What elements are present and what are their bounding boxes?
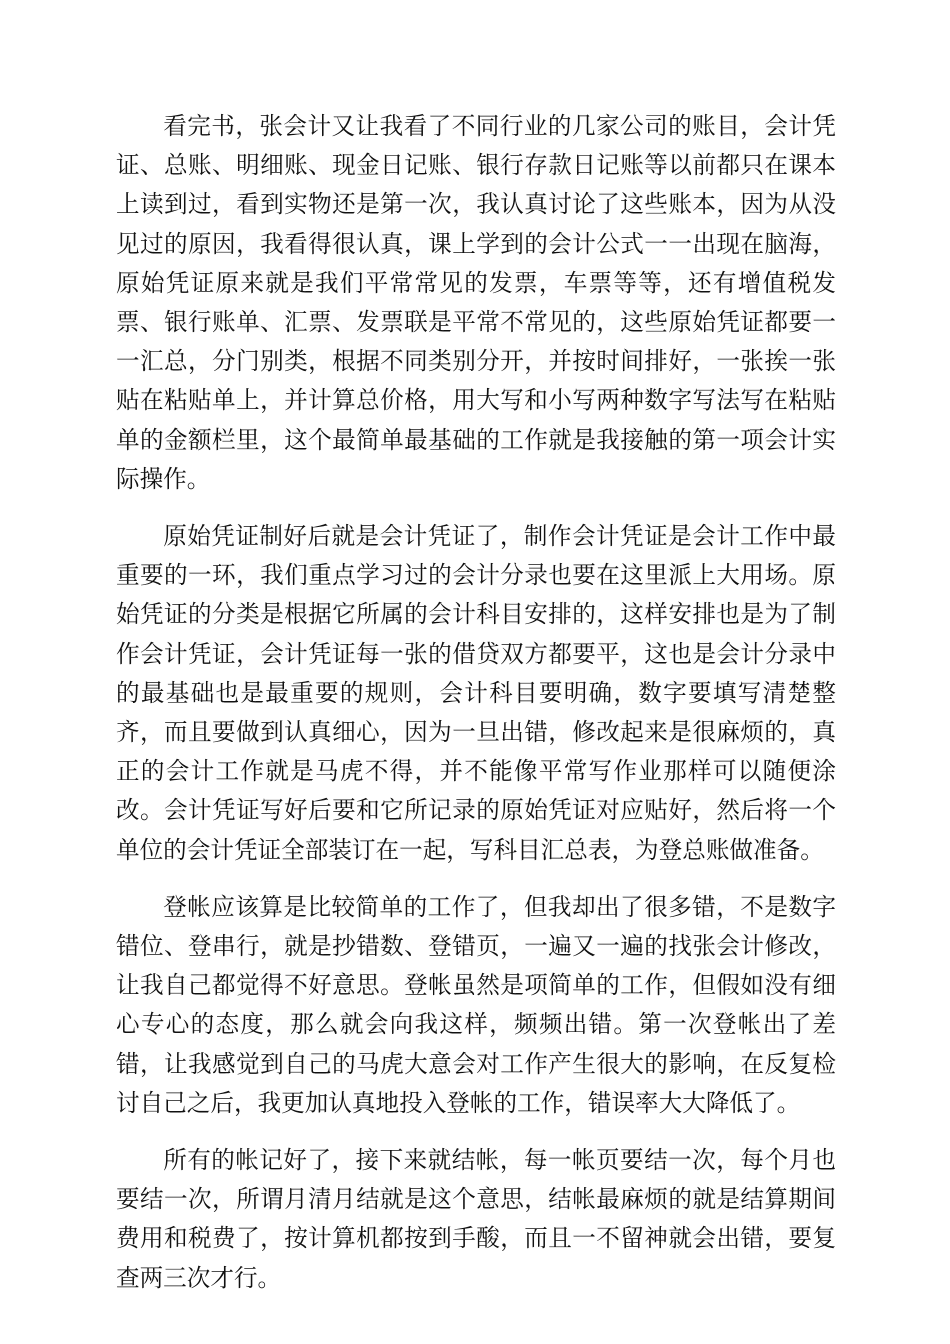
- paragraph-1: 看完书，张会计又让我看了不同行业的几家公司的账目，会计凭证、总账、明细账、现金日记账、银行存款日记账等以前都只在课本上读到过，看到实物还是第一次，我认真讨论了这些账本，因为从没见过的原因，我看得很认真，课上学到的会计公式一一出现在脑海，原始凭证原来就是我们平常常见的发票，车票等等，还有增值税发票、银行账单、汇票、发票联是平常不常见的，这些原始凭证都要一一汇总，分门别类，根据不同类别分开，并按时间排好，一张挨一张贴在粘贴单上，并计算总价格，用大写和小写两种数字写法写在粘贴单的金额栏里，这个最简单最基础的工作就是我接触的第一项会计实际操作。: [116, 112, 836, 493]
- paragraph-3: 登帐应该算是比较简单的工作了，但我却出了很多错，不是数字错位、登串行，就是抄错数、登错页，一遍又一遍的找张会计修改，让我自己都觉得不好意思。登帐虽然是项简单的工作，但假如没有细心专心的态度，那么就会向我这样，频频出错。第一次登帐出了差错，让我感觉到自己的马虎大意会对工作产生很大的影响，在反复检讨自己之后，我更加认真地投入登帐的工作，错误率大大降低了。: [116, 892, 836, 1117]
- paragraph-4: 所有的帐记好了，接下来就结帐，每一帐页要结一次，每个月也要结一次，所谓月清月结就是这个意思，结帐最麻烦的就是结算期间费用和税费了，按计算机都按到手酸，而且一不留神就会出错，要复查两三次才行。: [116, 1146, 836, 1292]
- document-body: [116, 107, 836, 1316]
- paragraph-2: 原始凭证制好后就是会计凭证了，制作会计凭证是会计工作中最重要的一环，我们重点学习过的会计分录也要在这里派上大用场。原始凭证的分类是根据它所属的会计科目安排的，这样安排也是为了制作会计凭证，会计凭证每一张的借贷双方都要平，这也是会计分录中的最基础也是最重要的规则，会计科目要明确，数字要填写清楚整齐，而且要做到认真细心，因为一旦出错，修改起来是很麻烦的，真正的会计工作就是马虎不得，并不能像平常写作业那样可以随便涂改。会计凭证写好后要和它所记录的原始凭证对应贴好，然后将一个单位的会计凭证全部装订在一起，写科目汇总表，为登总账做准备。: [116, 522, 836, 864]
